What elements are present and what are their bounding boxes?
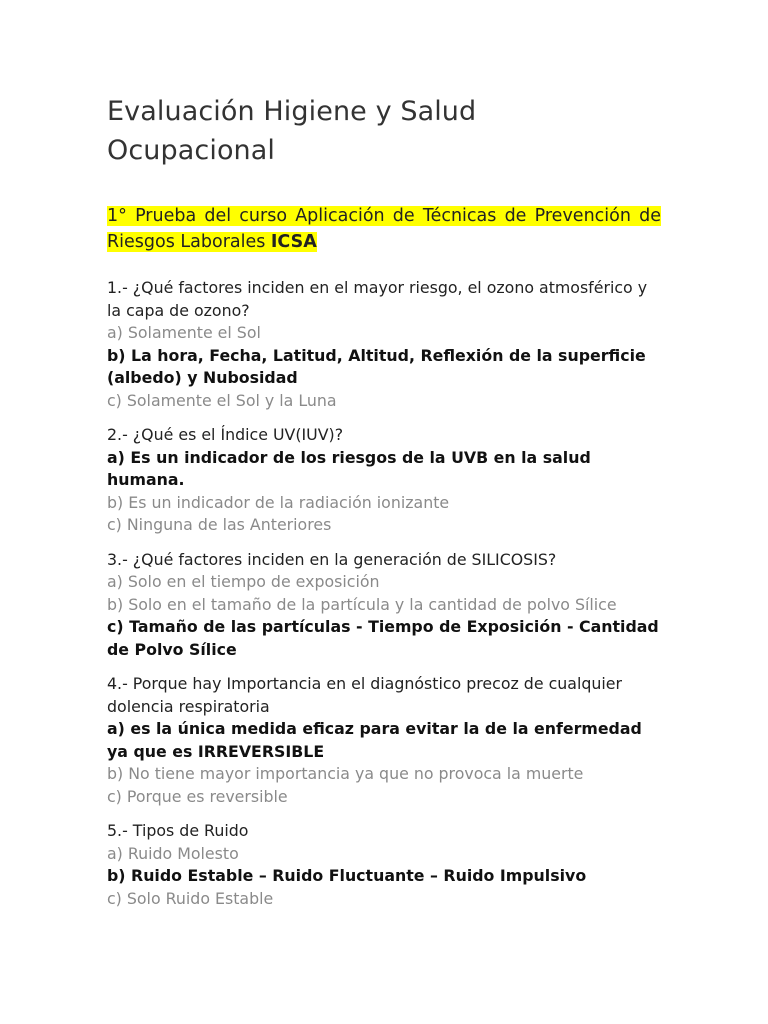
- question-block: [107, 820, 661, 910]
- question-block: [107, 673, 661, 808]
- course-subtitle: [107, 203, 661, 255]
- subtitle-highlight: [107, 206, 661, 252]
- title-line-1: Evaluación Higiene y Salud: [107, 96, 477, 127]
- answer-option-correct: b) La hora, Fecha, Latitud, Altitud, Reflexión de la superficie (albedo) y Nubosidad: [107, 345, 646, 387]
- question-text: 3.- ¿Qué factores inciden en la generación de SILICOSIS?: [107, 549, 557, 569]
- subtitle-text: 1° Prueba del curso Aplicación de Técnicas de Prevención de Riesgos Laborales: [107, 206, 661, 252]
- answer-option: c) Porque es reversible: [107, 786, 288, 806]
- answer-option: a) Ruido Molesto: [107, 843, 239, 863]
- question-block: [107, 424, 661, 537]
- answer-option-correct: a) Es un indicador de los riesgos de la UVB en la salud humana.: [107, 447, 591, 489]
- answer-option: c) Solamente el Sol y la Luna: [107, 390, 337, 410]
- subtitle-bold: ICSA: [270, 232, 317, 252]
- title-line-2: Ocupacional: [107, 135, 276, 166]
- question-text: 1.- ¿Qué factores inciden en el mayor riesgo, el ozono atmosférico y la capa de ozono?: [107, 278, 648, 320]
- question-block: [107, 549, 661, 662]
- answer-option: c) Solo Ruido Estable: [107, 888, 274, 908]
- answer-option: b) Es un indicador de la radiación ionizante: [107, 492, 450, 512]
- answer-option: a) Solamente el Sol: [107, 323, 261, 342]
- question-list: [107, 277, 661, 910]
- answer-option: c) Ninguna de las Anteriores: [107, 515, 332, 534]
- answer-option-correct: b) Ruido Estable – Ruido Fluctuante – Ruido Impulsivo: [107, 866, 587, 885]
- question-text: 5.- Tipos de Ruido: [107, 821, 249, 840]
- document-title: [107, 92, 661, 170]
- answer-option-correct: a) es la única medida eficaz para evitar la de la enfermedad ya que es IRREVERSIBLE: [107, 719, 642, 761]
- question-text: 4.- Porque hay Importancia en el diagnóstico precoz de cualquier dolencia respiratoria: [107, 674, 622, 716]
- answer-option: a) Solo en el tiempo de exposición: [107, 572, 380, 591]
- answer-option: b) No tiene mayor importancia ya que no provoca la muerte: [107, 764, 584, 783]
- document-page: [107, 92, 661, 910]
- question-block: [107, 277, 661, 412]
- answer-option-correct: c) Tamaño de las partículas - Tiempo de Exposición - Cantidad de Polvo Sílice: [107, 617, 659, 659]
- answer-option: b) Solo en el tamaño de la partícula y la cantidad de polvo Sílice: [107, 594, 617, 614]
- question-text: 2.- ¿Qué es el Índice UV(IUV)?: [107, 425, 344, 444]
